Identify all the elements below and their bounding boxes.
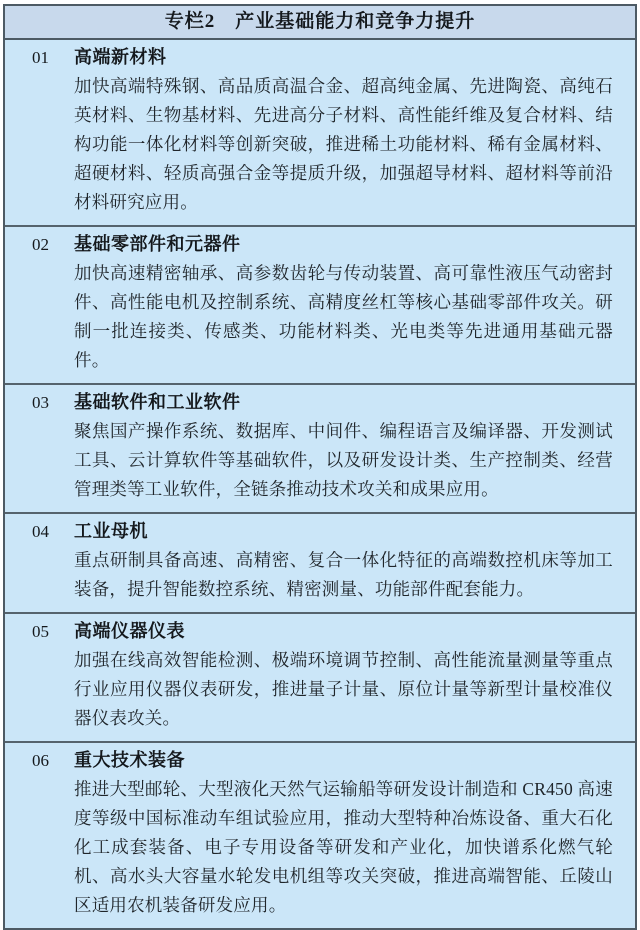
section-number: 06 [32,751,49,770]
section-number: 01 [32,48,49,67]
section-01 [5,40,635,227]
section-heading-row [5,746,635,775]
column-box-panel [3,4,637,930]
section-heading: 基础软件和工业软件 [74,392,241,412]
section-heading-row [5,617,635,646]
section-heading-row [5,517,635,546]
section-heading: 高端新材料 [74,47,167,67]
section-05 [5,614,635,743]
section-06 [5,743,635,928]
section-number: 05 [32,622,49,641]
section-body-text: 重点研制具备高速、高精密、复合一体化特征的高端数控机床等加工装备，提升智能数控系统、精密测量、功能部件配套能力。 [74,550,613,599]
section-03 [5,385,635,514]
section-heading-row [5,230,635,259]
section-heading: 基础零部件和元器件 [74,234,241,254]
panel-title: 专栏2 产业基础能力和竞争力提升 [5,6,635,40]
section-heading-row [5,388,635,417]
section-heading: 工业母机 [74,521,148,541]
section-heading: 高端仪器仪表 [74,621,185,641]
section-body-text: 加快高端特殊钢、高品质高温合金、超高纯金属、先进陶瓷、高纯石英材料、生物基材料、先进高分子材料、高性能纤维及复合材料、结构功能一体化材料等创新突破，推进稀土功能材料、稀有金属材料、超硬材料、轻质高强合金等提质升级，加强超导材料、超材料等前沿材料研究应用。 [74,76,613,212]
section-02 [5,227,635,385]
section-number: 03 [32,393,49,412]
section-body-text: 加快高速精密轴承、高参数齿轮与传动装置、高可靠性液压气动密封件、高性能电机及控制系统、高精度丝杠等核心基础零部件攻关。研制一批连接类、传感类、功能材料类、光电类等先进通用基础元器件。 [74,263,613,370]
section-heading: 重大技术装备 [74,750,185,770]
section-body-text: 推进大型邮轮、大型液化天然气运输船等研发设计制造和 CR450 高速度等级中国标准动车组试验应用，推动大型特种冶炼设备、重大石化化工成套装备、电子专用设备等研发和产业化，加快谱系化燃气轮机、高水头大容量水轮发电机组等攻关突破，推进高端智能、丘陵山区适用农机装备研发应用。 [74,779,613,915]
section-number: 04 [32,522,49,541]
section-04 [5,514,635,614]
section-heading-row [5,43,635,72]
section-body-text: 加强在线高效智能检测、极端环境调节控制、高性能流量测量等重点行业应用仪器仪表研发，推进量子计量、原位计量等新型计量校准仪器仪表攻关。 [74,650,613,728]
section-body-text: 聚焦国产操作系统、数据库、中间件、编程语言及编译器、开发测试工具、云计算软件等基础软件，以及研发设计类、生产控制类、经营管理类等工业软件，全链条推动技术攻关和成果应用。 [74,421,613,499]
section-number: 02 [32,235,49,254]
